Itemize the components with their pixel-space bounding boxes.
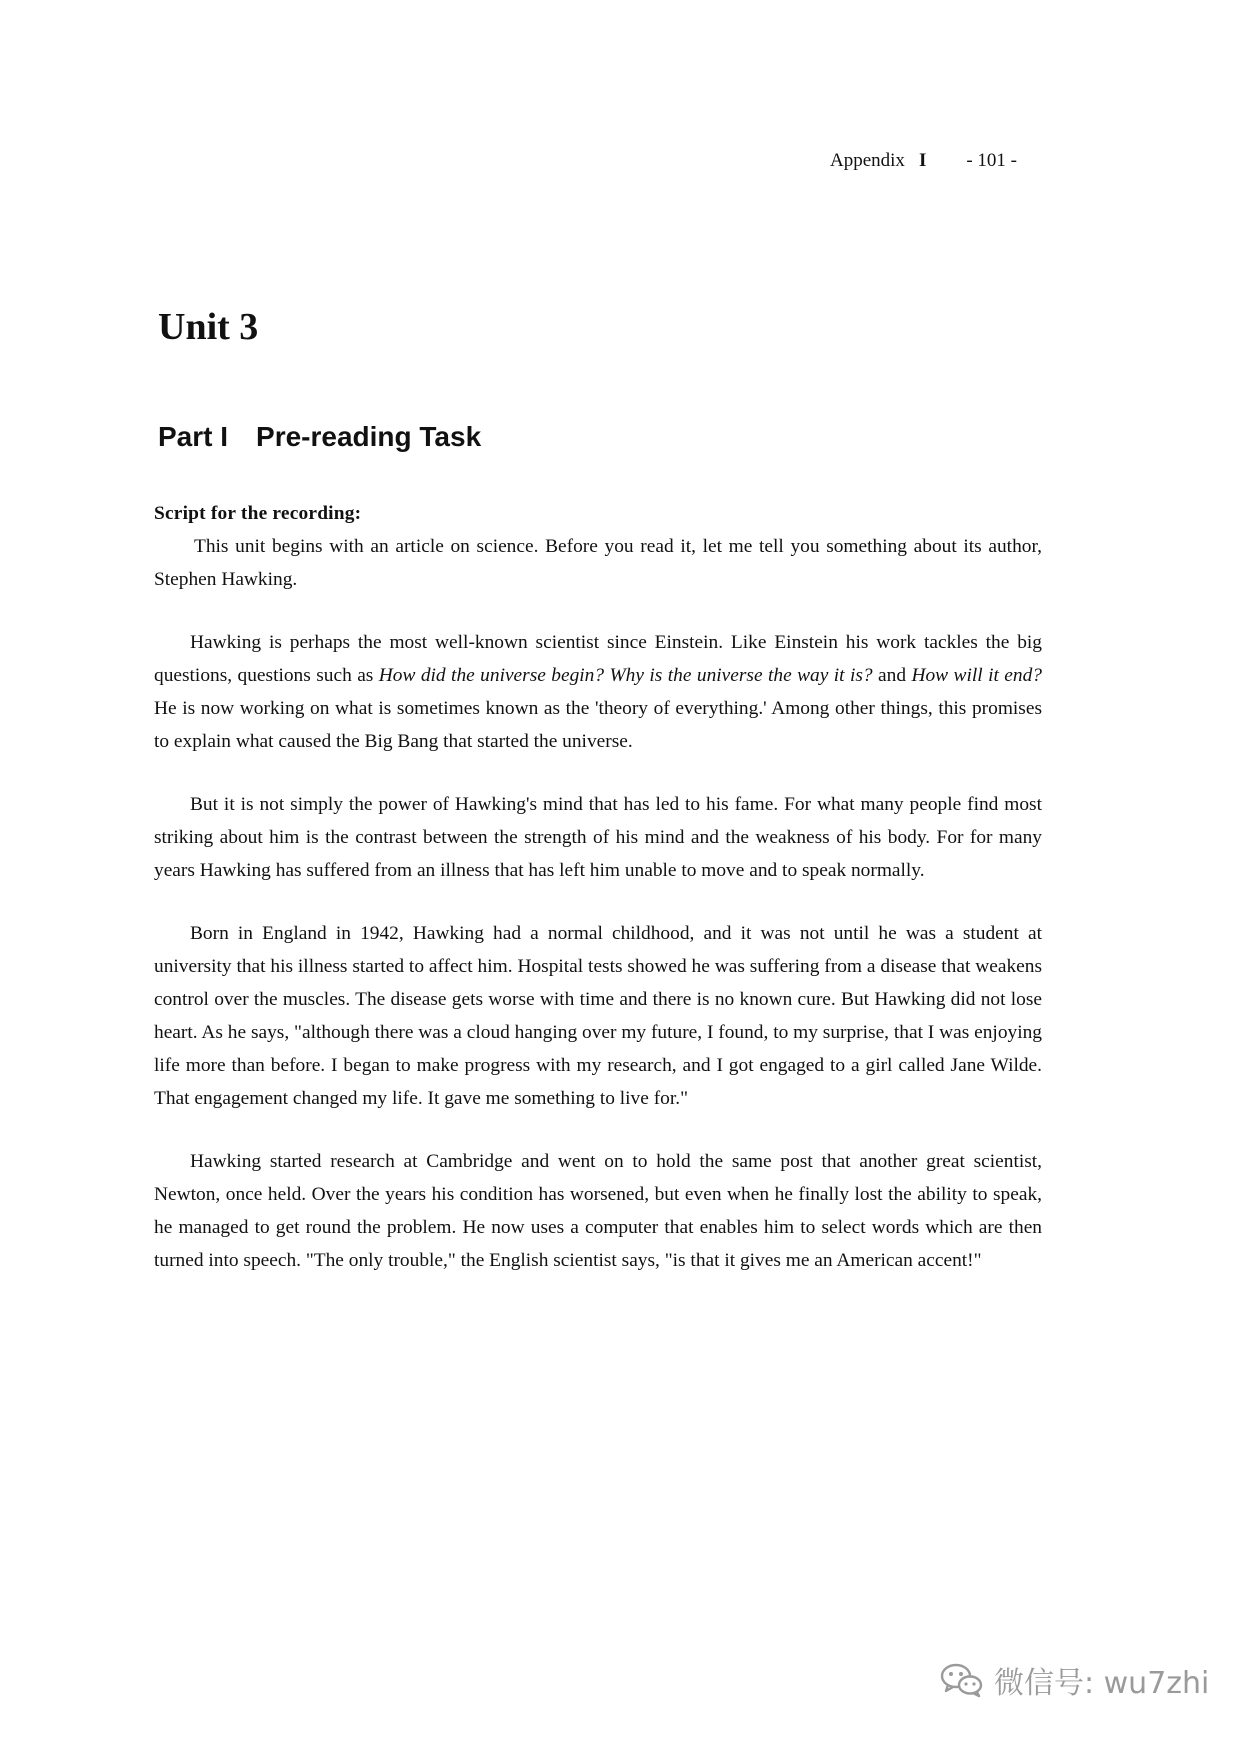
body-paragraph xyxy=(154,530,1042,596)
body-paragraph xyxy=(154,1145,1042,1277)
body-paragraph xyxy=(154,626,1042,758)
paragraph-text: This unit begins with an article on science. Before you read it, let me tell you something about its author, Stephen Hawking. xyxy=(154,536,1042,590)
paragraph-text: Hawking is perhaps the most well-known scientist since Einstein. Like Einstein his work tackles the big questions, questions such as xyxy=(154,632,1042,686)
body-paragraph xyxy=(154,917,1042,1115)
unit-title: Unit 3 xyxy=(158,306,259,348)
part-title: Pre-reading Task xyxy=(256,421,482,452)
paragraph-text: Born in England in 1942, Hawking had a normal childhood, and it was not until he was a student at university that his illness started to affect him. Hospital tests showed he was suffering from a disease that weakens control over the muscles. The disease gets worse with time and there is no known cure. But Hawking did not lose heart. As he says, "although there was a cloud hanging over my future, I found, to my surprise, that I was enjoying life more than before. I began to make progress with my research, and I got engaged to a girl called Jane Wilde. That engagement changed my life. It gave me something to live for." xyxy=(154,923,1042,1109)
watermark xyxy=(940,1658,1209,1702)
paragraph-text: He is now working on what is sometimes known as the 'theory of everything.' Among other things, this promises to explain what caused the Big Bang that started the universe. xyxy=(154,698,1042,752)
body-paragraph xyxy=(154,788,1042,887)
italic-question-text: How will it end? xyxy=(911,665,1042,686)
wechat-icon xyxy=(940,1662,984,1698)
appendix-number: I xyxy=(918,150,927,171)
paragraph-text: But it is not simply the power of Hawking's mind that has led to his fame. For what many people find most striking about him is the contrast between the strength of his mind and the weakness of his body. For for many years Hawking has suffered from an illness that has left him unable to move and to speak normally. xyxy=(154,794,1042,881)
watermark-text: 微信号: wu7zhi xyxy=(994,1666,1210,1701)
paragraph-list xyxy=(154,530,1042,1277)
script-label: Script for the recording: xyxy=(154,503,362,524)
part-label: Part I xyxy=(158,421,229,452)
script-content xyxy=(154,497,1042,1307)
part-heading xyxy=(158,421,481,453)
paragraph-text: Hawking started research at Cambridge and went on to hold the same post that another great scientist, Newton, once held. Over the years his condition has worsened, but even when he finally lost the ability to speak, he managed to get round the problem. He now uses a computer that enables him to select words which are then turned into speech. "The only trouble," the English scientist says, "is that it gives me an American accent!" xyxy=(154,1151,1042,1271)
running-header xyxy=(830,150,1017,172)
appendix-label: Appendix xyxy=(830,150,905,171)
paragraph-text: and xyxy=(872,665,912,686)
page-number: - 101 - xyxy=(966,150,1017,171)
italic-question-text: How did the universe begin? Why is the universe the way it is? xyxy=(378,665,873,686)
